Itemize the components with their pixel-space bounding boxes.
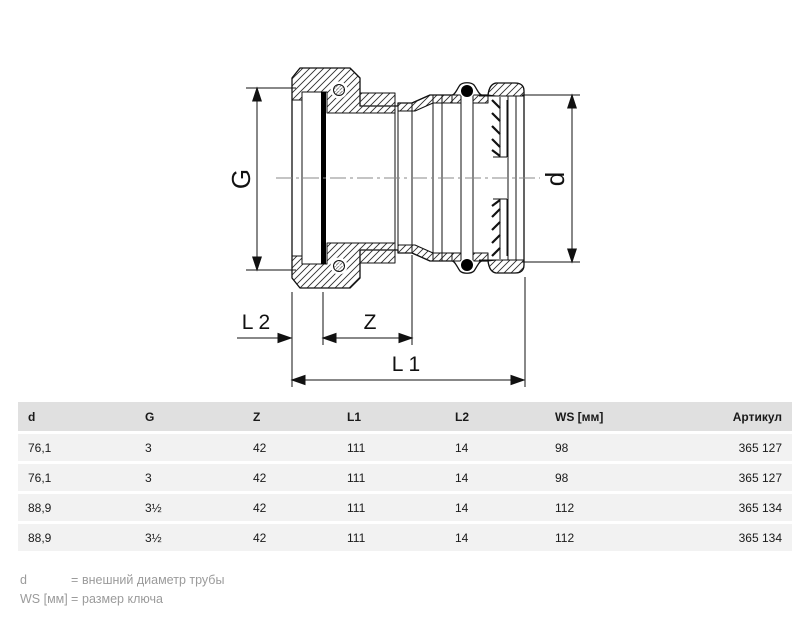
legend-row-d bbox=[20, 571, 224, 590]
dim-label-l1: L 1 bbox=[391, 353, 421, 376]
cell-article: 365 134 bbox=[675, 521, 792, 551]
col-header-l1: L1 bbox=[337, 402, 445, 431]
cell-article: 365 127 bbox=[675, 461, 792, 491]
cell-ws: 112 bbox=[545, 521, 675, 551]
dimension-z bbox=[323, 311, 412, 343]
cell-d: 88,9 bbox=[18, 491, 135, 521]
cell-z: 42 bbox=[243, 431, 337, 461]
cell-l1: 111 bbox=[337, 521, 445, 551]
nut-seal-ring-top bbox=[331, 82, 348, 99]
col-header-d: d bbox=[18, 402, 135, 431]
legend-equals: = bbox=[71, 592, 79, 606]
legend bbox=[20, 571, 224, 609]
cell-ws: 98 bbox=[545, 431, 675, 461]
socket-rim-top bbox=[488, 83, 524, 96]
legend-desc: размер ключа bbox=[82, 592, 163, 606]
dim-label-g: G bbox=[225, 168, 256, 190]
col-header-l2: L2 bbox=[445, 402, 545, 431]
table-row bbox=[18, 491, 792, 521]
cell-d: 76,1 bbox=[18, 461, 135, 491]
cell-g: 3 bbox=[135, 431, 243, 461]
cell-z: 42 bbox=[243, 461, 337, 491]
cell-l2: 14 bbox=[445, 431, 545, 461]
dimension-l2 bbox=[237, 311, 291, 343]
groove-wall-bottom-left bbox=[452, 253, 461, 261]
col-header-g: G bbox=[135, 402, 243, 431]
cell-ws: 112 bbox=[545, 491, 675, 521]
table-row bbox=[18, 521, 792, 551]
cell-d: 88,9 bbox=[18, 521, 135, 551]
cell-l1: 111 bbox=[337, 461, 445, 491]
cell-g: 3½ bbox=[135, 491, 243, 521]
dimensions-table bbox=[18, 402, 792, 551]
cell-l2: 14 bbox=[445, 461, 545, 491]
legend-term: d bbox=[20, 573, 27, 587]
cell-l1: 111 bbox=[337, 491, 445, 521]
legend-desc: внешний диаметр трубы bbox=[82, 573, 225, 587]
cell-g: 3½ bbox=[135, 521, 243, 551]
cell-l1: 111 bbox=[337, 431, 445, 461]
cell-d: 76,1 bbox=[18, 431, 135, 461]
dimension-g bbox=[226, 88, 296, 270]
nut-seal-ring-bottom bbox=[331, 258, 348, 275]
cell-ws: 98 bbox=[545, 461, 675, 491]
cell-z: 42 bbox=[243, 491, 337, 521]
legend-equals: = bbox=[71, 573, 79, 587]
legend-term: WS [мм] bbox=[20, 592, 68, 606]
press-o-ring-top bbox=[460, 84, 475, 99]
cell-l2: 14 bbox=[445, 521, 545, 551]
cell-g: 3 bbox=[135, 461, 243, 491]
press-o-ring-bottom bbox=[460, 258, 475, 273]
table-row bbox=[18, 431, 792, 461]
dimension-l1 bbox=[292, 353, 524, 385]
col-header-ws: WS [мм] bbox=[545, 402, 675, 431]
cell-article: 365 127 bbox=[675, 431, 792, 461]
table-row bbox=[18, 461, 792, 491]
cell-article: 365 134 bbox=[675, 491, 792, 521]
socket-rim-bottom bbox=[488, 260, 524, 273]
dim-label-z: Z bbox=[363, 311, 377, 334]
col-header-article: Артикул bbox=[675, 402, 792, 431]
dim-label-l2: L 2 bbox=[241, 311, 271, 334]
legend-row-ws bbox=[20, 590, 224, 609]
cell-z: 42 bbox=[243, 521, 337, 551]
cell-l2: 14 bbox=[445, 491, 545, 521]
groove-wall-top-left bbox=[452, 95, 461, 103]
table-header-row bbox=[18, 402, 792, 431]
dim-label-d: d bbox=[539, 171, 570, 187]
col-header-z: Z bbox=[243, 402, 337, 431]
